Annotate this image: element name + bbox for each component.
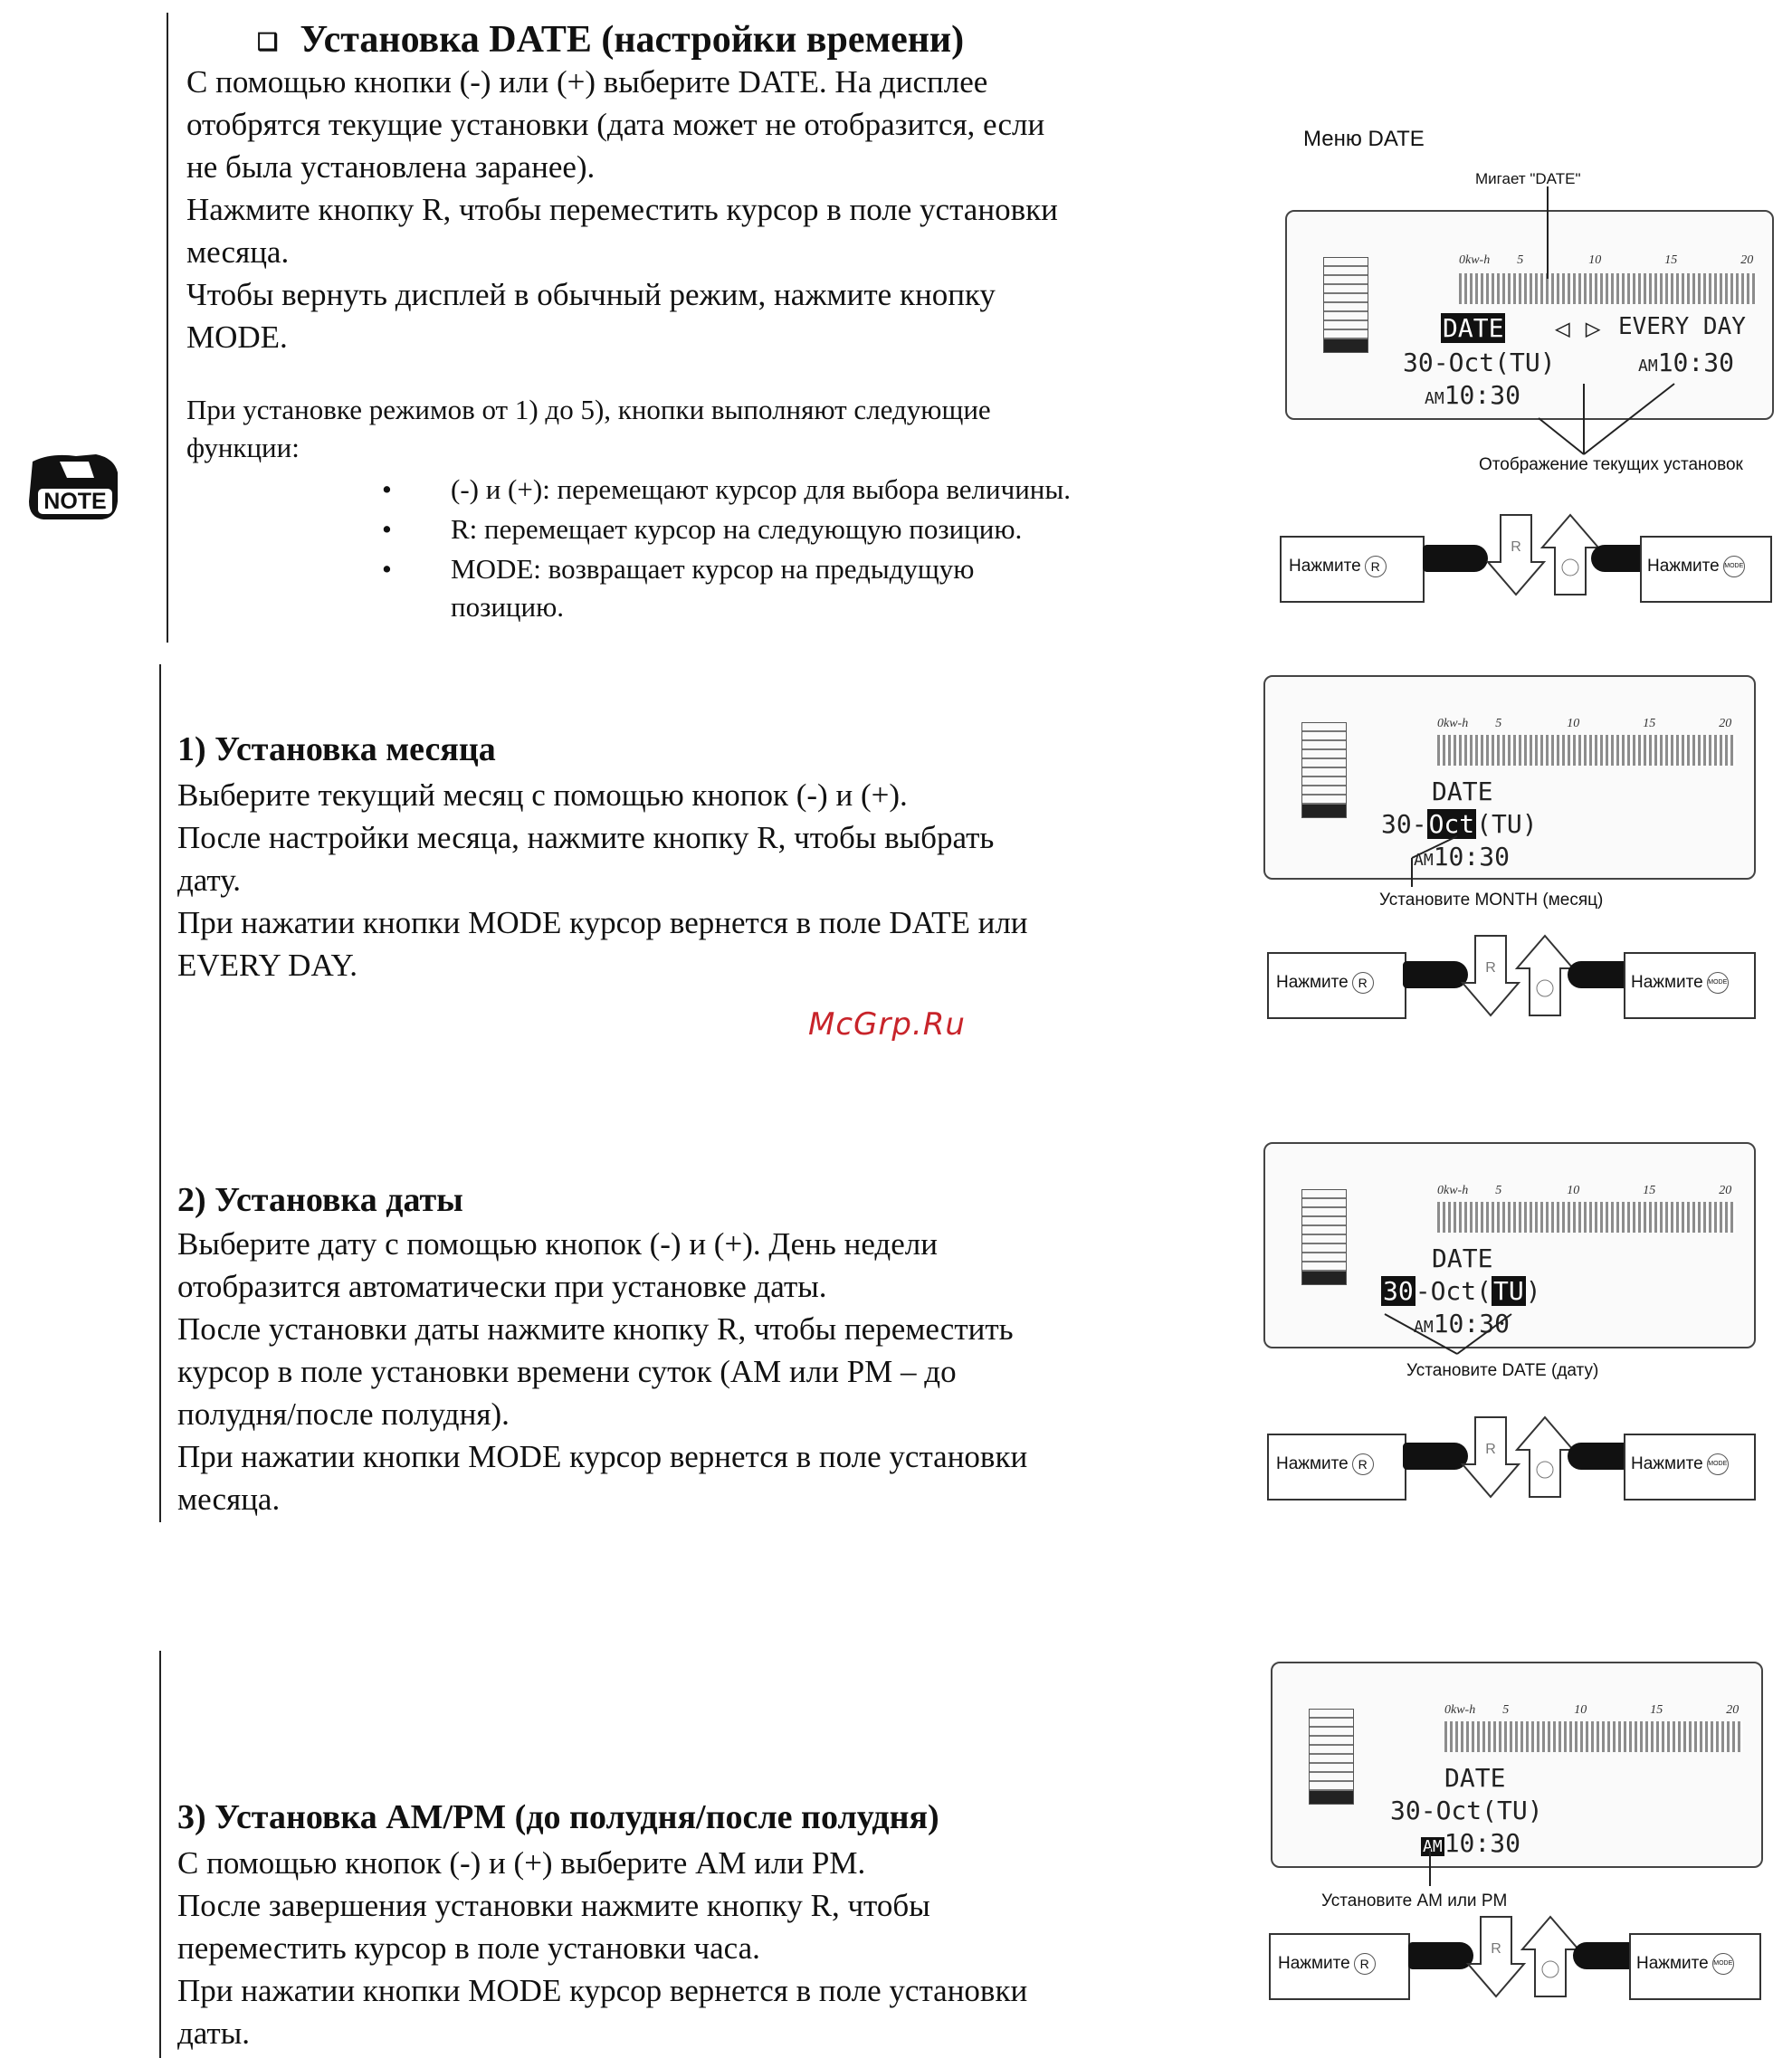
lcd-date-field: DATE bbox=[1443, 313, 1504, 343]
press-r-box: Нажмите R bbox=[1267, 952, 1406, 1019]
hand-pointer-icon bbox=[1423, 545, 1488, 572]
press-mode-box: Нажмите MODE bbox=[1624, 1434, 1756, 1501]
page-title: ❑ Установка DATE (настройки времени) bbox=[257, 19, 965, 61]
svg-text:R: R bbox=[1491, 1941, 1501, 1957]
note-icon bbox=[24, 451, 127, 523]
margin-rule-3 bbox=[159, 1651, 161, 2058]
lcd-date-field: DATE bbox=[1444, 1763, 1506, 1793]
text-line: После установки даты нажмите кнопку R, чтобы переместить bbox=[177, 1311, 1014, 1347]
mode-button-icon: MODE bbox=[1712, 1953, 1734, 1975]
list-item: • R: перемещает курсор на следующую позицию. bbox=[382, 513, 1023, 545]
text-line: месяца. bbox=[186, 234, 290, 270]
text-line: даты. bbox=[177, 2015, 250, 2051]
lcd-display bbox=[1263, 675, 1756, 880]
callout-lines bbox=[1285, 181, 1792, 471]
watermark: McGrp.Ru bbox=[808, 1006, 966, 1043]
text-line: С помощью кнопок (-) и (+) выберите AM или PM. bbox=[177, 1845, 866, 1881]
press-mode-box: Нажмите MODE bbox=[1640, 536, 1772, 603]
text-line: отобрятся текущие установки (дата может не отобразится, если bbox=[186, 107, 1045, 142]
section-paragraph bbox=[177, 1842, 1027, 2054]
svg-text:R: R bbox=[1485, 1442, 1496, 1457]
svg-text:R: R bbox=[1485, 960, 1496, 976]
set-month-label: Установите MONTH (месяц) bbox=[1379, 891, 1604, 910]
section-title: 2) Установка даты bbox=[177, 1181, 463, 1219]
level-meter bbox=[1301, 722, 1347, 818]
text-line: При установке режимов от 1) до 5), кнопки выполняют следующие bbox=[186, 394, 991, 425]
scale-ticks: 0kw-h 5 10 15 20 bbox=[1437, 1184, 1732, 1197]
consumption-bars bbox=[1437, 735, 1736, 766]
text-line: отобразится автоматически при установке даты. bbox=[177, 1269, 827, 1304]
text-line: полудня/после полудня). bbox=[177, 1396, 510, 1432]
r-button-icon: R bbox=[1352, 1453, 1374, 1475]
text-line: месяца. bbox=[177, 1482, 281, 1517]
text-line: При нажатии кнопки MODE курсор вернется в поле установки bbox=[177, 1439, 1028, 1474]
note-intro bbox=[186, 391, 991, 467]
lcd-everyday: EVERY DAY bbox=[1618, 313, 1746, 340]
current-settings-label: Отображение текущих установок bbox=[1479, 455, 1743, 474]
lcd-time-value: AM10:30 bbox=[1425, 380, 1520, 410]
text-line: После завершения установки нажмите кнопку R, чтобы bbox=[177, 1888, 930, 1923]
lcd-time-value: AM10:30 bbox=[1423, 1828, 1520, 1858]
lcd-display bbox=[1271, 1662, 1763, 1868]
lcd-date-field: DATE bbox=[1432, 1243, 1493, 1273]
section-title: 3) Установка AM/PM (до полудня/после полудня) bbox=[177, 1798, 939, 1836]
press-r-box: Нажмите R bbox=[1280, 536, 1425, 603]
text-line: При нажатии кнопки MODE курсор вернется в поле установки bbox=[177, 1973, 1028, 2008]
lcd-time-right: AM10:30 bbox=[1638, 348, 1734, 377]
text-line: курсор в поле установки времени суток (AM или PM – до bbox=[177, 1354, 957, 1389]
text-line: Выберите дату с помощью кнопок (-) и (+). День недели bbox=[177, 1226, 938, 1262]
text-line: Нажмите кнопку R, чтобы переместить курсор в поле установки bbox=[186, 192, 1058, 227]
lcd-time-value: AM10:30 bbox=[1414, 1309, 1510, 1339]
text-line: не была установлена заранее). bbox=[186, 149, 596, 185]
mode-button-icon: MODE bbox=[1707, 972, 1729, 994]
set-date-label: Установите DATE (дату) bbox=[1406, 1361, 1599, 1380]
list-item: • (-) и (+): перемещают курсор для выбора величины. bbox=[382, 473, 1071, 505]
r-button-icon: R bbox=[1354, 1953, 1376, 1975]
callout-lines bbox=[1358, 1310, 1539, 1365]
consumption-bars bbox=[1437, 1202, 1736, 1233]
lcd-date-value: 30-Oct(TU) bbox=[1381, 809, 1538, 839]
press-r-box: Нажмите R bbox=[1269, 1933, 1410, 2000]
level-meter bbox=[1309, 1709, 1354, 1805]
level-meter bbox=[1301, 1189, 1347, 1285]
press-mode-box: Нажмите MODE bbox=[1629, 1933, 1761, 2000]
note-bullet-list bbox=[382, 471, 1071, 626]
section-paragraph bbox=[177, 774, 1028, 986]
margin-rule-2 bbox=[159, 664, 161, 1522]
text-line: Выберите текущий месяц с помощью кнопок (-) и (+). bbox=[177, 777, 908, 813]
scale-ticks: 0kw-h 5 10 15 20 bbox=[1437, 717, 1732, 730]
press-mode-box: Нажмите MODE bbox=[1624, 952, 1756, 1019]
scale-ticks: 0kw-h 5 10 15 20 bbox=[1444, 1703, 1740, 1717]
square-bullet-icon: ❑ bbox=[257, 29, 279, 56]
lcd-date-value: 30-Oct(TU) bbox=[1383, 1276, 1541, 1306]
r-button-icon: R bbox=[1352, 972, 1374, 994]
consumption-bars bbox=[1444, 1721, 1743, 1752]
lcd-date-value: 30-Oct(TU) bbox=[1390, 1796, 1543, 1825]
text-line: EVERY DAY. bbox=[177, 948, 358, 983]
text-line: Чтобы вернуть дисплей в обычный режим, нажмите кнопку bbox=[186, 277, 996, 312]
list-item: • MODE: возвращает курсор на предыдущую позицию. bbox=[382, 553, 975, 623]
mode-button-icon: MODE bbox=[1723, 556, 1745, 577]
text-line: переместить курсор в поле установки часа. bbox=[177, 1930, 760, 1966]
text-line: дату. bbox=[177, 862, 242, 898]
menu-date-caption: Меню DATE bbox=[1303, 127, 1425, 151]
text-line: При нажатии кнопки MODE курсор вернется в поле DATE или bbox=[177, 905, 1028, 940]
scale-ticks: 0kw-h 5 10 15 20 bbox=[1459, 253, 1754, 267]
lcd-time-value: AM10:30 bbox=[1414, 842, 1510, 872]
lcd-date-field: DATE bbox=[1432, 777, 1493, 806]
set-ampm-label: Установите AM или PM bbox=[1321, 1891, 1508, 1910]
callout-lines bbox=[1412, 1846, 1448, 1891]
r-button-icon: R bbox=[1365, 556, 1387, 577]
blink-label: Мигает "DATE" bbox=[1475, 170, 1581, 187]
svg-text:NOTE: NOTE bbox=[43, 489, 107, 514]
press-r-box: Нажмите R bbox=[1267, 1434, 1406, 1501]
text-line: функции: bbox=[186, 432, 300, 463]
margin-rule-1 bbox=[167, 13, 168, 643]
section-title: 1) Установка месяца bbox=[177, 730, 496, 768]
text-line: С помощью кнопки (-) или (+) выберите DATE. На дисплее bbox=[186, 64, 988, 100]
svg-text:R: R bbox=[1511, 539, 1521, 555]
lcd-arrows: ◁ ▷ bbox=[1555, 313, 1601, 343]
section-paragraph bbox=[177, 1223, 1027, 1520]
text-line: После настройки месяца, нажмите кнопку R, чтобы выбрать bbox=[177, 820, 995, 855]
text-line: MODE. bbox=[186, 319, 288, 355]
mode-button-icon: MODE bbox=[1707, 1453, 1729, 1475]
lcd-date-value: 30-Oct(TU) bbox=[1403, 348, 1556, 377]
header-paragraph bbox=[186, 61, 1058, 358]
